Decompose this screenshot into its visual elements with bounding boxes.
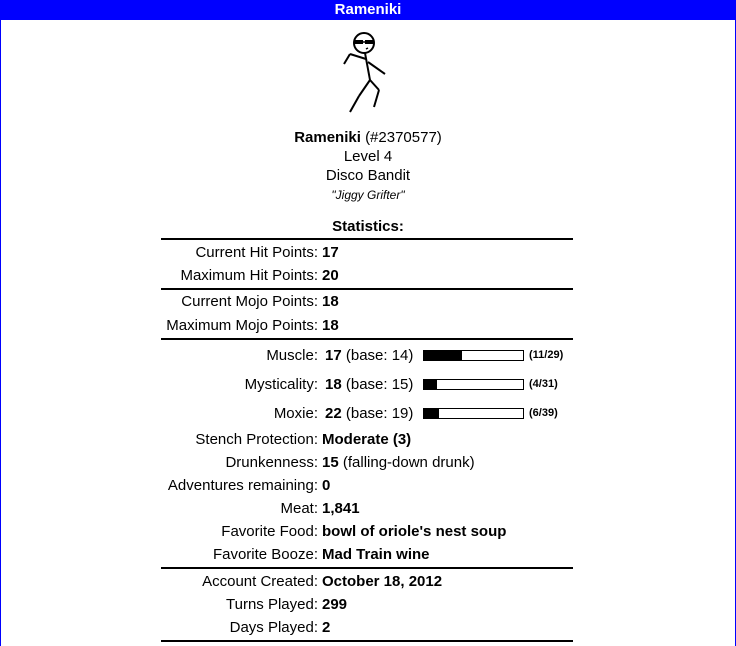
favorite-booze-label: Favorite Booze:: [212, 546, 318, 563]
favorite-booze-value: Mad Train wine: [322, 546, 430, 563]
moxie-base: (base: 19): [345, 405, 414, 422]
stat-row-mysticality: [161, 373, 573, 396]
mysticality-progress-text: (4/31): [529, 378, 558, 390]
account-created-value: October 18, 2012: [322, 573, 443, 590]
character-title: "Jiggy Grifter": [331, 188, 405, 202]
stat-row-favorite-food: [161, 520, 573, 543]
stench-label: Stench Protection:: [195, 431, 318, 448]
character-class: Disco Bandit: [325, 167, 411, 184]
turns-played-label: Turns Played:: [226, 596, 318, 613]
stat-row-max-mp: [161, 314, 573, 337]
adventures-label: Adventures remaining:: [167, 477, 318, 494]
muscle-label: Muscle:: [266, 347, 318, 364]
meat-label: Meat:: [280, 500, 318, 517]
mysticality-progress-bar: [423, 379, 524, 390]
mysticality-base: (base: 15): [345, 376, 414, 393]
muscle-progress-fill: [424, 351, 462, 360]
current-hp-label: Current Hit Points:: [195, 244, 318, 261]
stat-row-favorite-booze: [161, 543, 573, 566]
days-played-value: 2: [322, 619, 331, 636]
stat-row-muscle: [161, 344, 573, 367]
muscle-value: 17: [325, 347, 342, 364]
stat-row-turns-played: [161, 593, 573, 616]
divider: [161, 640, 573, 642]
muscle-base: (base: 14): [345, 347, 414, 364]
stench-value: Moderate (3): [322, 431, 412, 448]
divider: [161, 238, 573, 240]
max-mp-label: Maximum Mojo Points:: [166, 317, 318, 334]
meat-value: 1,841: [322, 500, 360, 517]
account-created-label: Account Created:: [202, 573, 318, 590]
stat-row-max-hp: [161, 264, 573, 287]
drunkenness-value: 15: [322, 454, 339, 471]
character-avatar: [335, 30, 395, 116]
stat-row-moxie: [161, 402, 573, 425]
divider: [161, 567, 573, 569]
turns-played-value: 299: [322, 596, 348, 613]
moxie-progress-text: (6/39): [529, 407, 558, 419]
statistics-heading: Statistics:: [332, 218, 404, 235]
window-title: Rameniki: [0, 0, 736, 20]
current-mp-label: Current Mojo Points:: [181, 293, 318, 310]
stat-row-current-mp: [161, 290, 573, 313]
stat-row-stench: [161, 428, 573, 451]
stat-row-drunkenness: [161, 451, 573, 474]
moxie-label: Moxie:: [273, 405, 318, 422]
character-name-line: [0, 128, 736, 147]
moxie-progress-fill: [424, 409, 439, 418]
stat-row-account-created: [161, 570, 573, 593]
max-hp-value: 20: [322, 267, 339, 284]
mysticality-progress-fill: [424, 380, 437, 389]
stat-row-meat: [161, 497, 573, 520]
current-mp-value: 18: [322, 293, 339, 310]
drunkenness-desc: (falling-down drunk): [342, 454, 475, 471]
max-mp-value: 18: [322, 317, 339, 334]
days-played-label: Days Played:: [229, 619, 318, 636]
current-hp-value: 17: [322, 244, 339, 261]
stat-row-days-played: [161, 616, 573, 639]
stat-row-current-hp: [161, 241, 573, 264]
favorite-food-value: bowl of oriole's nest soup: [322, 523, 507, 540]
character-level: Level 4: [343, 148, 393, 165]
drunkenness-label: Drunkenness:: [225, 454, 318, 471]
muscle-progress-bar: [423, 350, 524, 361]
moxie-value: 22: [325, 405, 342, 422]
favorite-food-label: Favorite Food:: [221, 523, 318, 540]
player-id: (#2370577): [365, 129, 442, 146]
divider: [161, 338, 573, 340]
mysticality-label: Mysticality:: [244, 376, 318, 393]
stat-row-adventures: [161, 474, 573, 497]
muscle-progress-text: (11/29): [529, 349, 564, 361]
adventures-value: 0: [322, 477, 331, 494]
character-name: Rameniki: [294, 129, 361, 146]
max-hp-label: Maximum Hit Points:: [180, 267, 318, 284]
mysticality-value: 18: [325, 376, 342, 393]
moxie-progress-bar: [423, 408, 524, 419]
